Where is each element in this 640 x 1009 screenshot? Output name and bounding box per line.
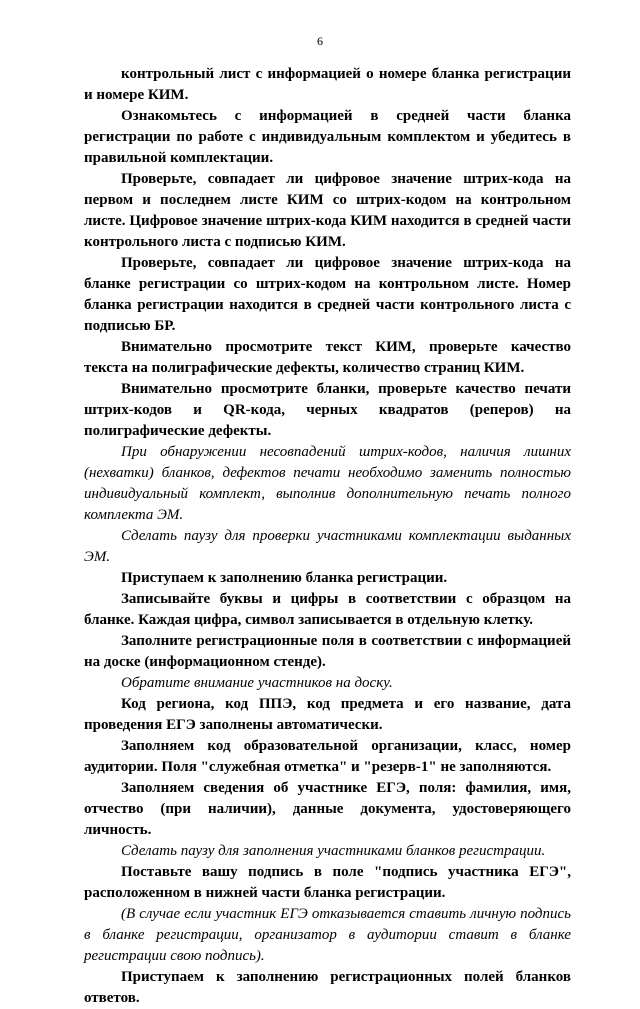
paragraph-review-kim-text: Внимательно просмотрите текст КИМ, проверьте качество текста на полиграфические дефекты, количество страниц КИМ. [84,339,571,376]
paragraph-control-sheet-info: контрольный лист с информацией о номере бланка регистрации и номере КИМ. [84,66,571,103]
paragraph-review-registration-info: Ознакомьтесь с информацией в средней части бланка регистрации по работе с индивидуальным комплектом и убедитесь в правильной комплектации. [84,108,571,166]
document-body [84,64,571,1009]
page-number: 6 [317,34,323,48]
paragraph-fill-organization-code: Заполняем код образовательной организации, класс, номер аудитории. Поля "служебная отметка" и "резерв-1" не заполняются. [84,738,571,775]
paragraph-write-letters-digits: Записывайте буквы и цифры в соответствии с образцом на бланке. Каждая цифра, символ записывается в отдельную клетку. [84,591,571,628]
paragraph-sign-participant: Поставьте вашу подпись в поле "подпись участника ЕГЭ", расположенном в нижней части бланка регистрации. [84,864,571,901]
paragraph-fill-registration-fields: Заполните регистрационные поля в соответствии с информацией на доске (информационном стенде). [84,633,571,670]
paragraph-review-forms-print: Внимательно просмотрите бланки, проверьте качество печати штрих-кодов и QR-кода, черных квадратов (реперов) на полиграфические дефекты. [84,381,571,439]
note-pause-fill-registration: Сделать паузу для заполнения участниками бланков регистрации. [121,843,546,859]
note-mismatch-replacement: При обнаружении несовпадений штрих-кодов, наличия лишних (нехватки) бланков, дефектов печати необходимо заменить полностью индивидуальный комплект, выполнив дополнительную печать полного комплекта ЭМ. [84,444,571,523]
note-pause-check-kit: Сделать паузу для проверки участниками комплектации выданных ЭМ. [84,528,571,565]
paragraph-check-registration-barcode: Проверьте, совпадает ли цифровое значение штрих-кода на бланке регистрации со штрих-кодом на контрольном листе. Номер бланка регистрации находится в средней части контрольного листа с подписью БР. [84,255,571,334]
note-signature-refusal: (В случае если участник ЕГЭ отказывается ставить личную подпись в бланке регистрации, организатор в аудитории ставит в бланке регистрации свою подпись). [84,906,571,964]
paragraph-check-kim-barcode: Проверьте, совпадает ли цифровое значение штрих-кода на первом и последнем листе КИМ со штрих-кодом на контрольном листе. Цифровое значение штрих-кода КИМ находится в средней части контрольного листа с подписью КИМ. [84,171,571,250]
paragraph-auto-filled-codes: Код региона, код ППЭ, код предмета и его название, дата проведения ЕГЭ заполнены автоматически. [84,696,571,733]
paragraph-start-registration-form: Приступаем к заполнению бланка регистрации. [121,570,448,586]
paragraph-fill-participant-info: Заполняем сведения об участнике ЕГЭ, поля: фамилия, имя, отчество (при наличии), данные документа, удостоверяющего личность. [84,780,571,838]
paragraph-start-answer-forms: Приступаем к заполнению регистрационных полей бланков ответов. [84,969,571,1006]
note-attention-board: Обратите внимание участников на доску. [121,675,393,691]
